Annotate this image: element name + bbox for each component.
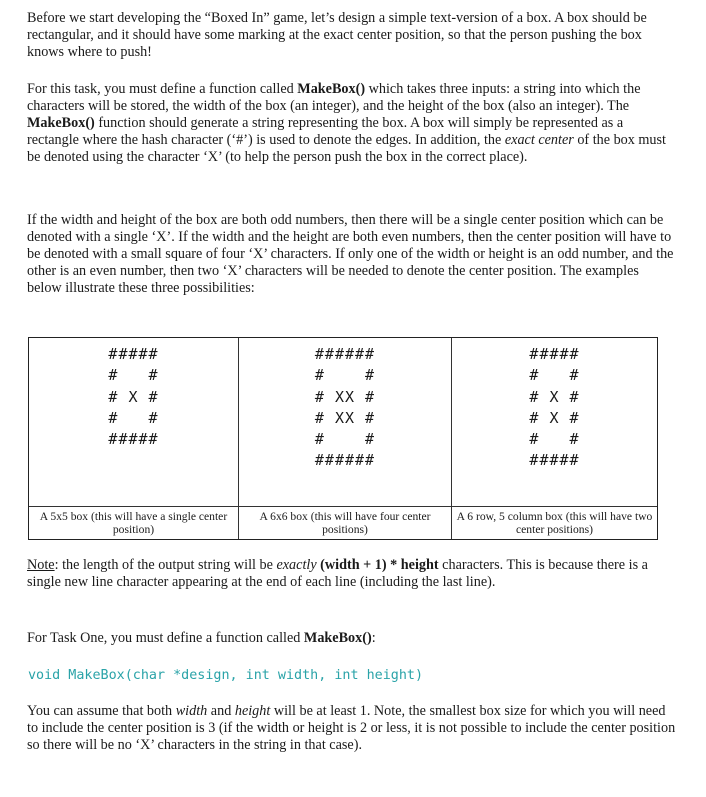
task-one-paragraph: For Task One, you must define a function called MakeBox(): (27, 630, 376, 646)
example-cell (239, 338, 452, 539)
odd-even-paragraph: If the width and height of the box are both odd numbers, then there will be a single center position which can be denoted with a single ‘X’. If the width and the height are both even numbers, then the center position will have to be denoted with a small square of four ‘X’ characters. If only one of the width or height is an odd number, and the other is an even number, then two ‘X’ characters will be needed to denote the center position. The examples below illustrate these three possibilities: (27, 212, 674, 296)
ascii-box-6x5: ##### # # # X # # X # # # ##### (529, 345, 580, 470)
examples-table (28, 337, 658, 540)
ascii-box-6x6: ###### # # # XX # # XX # # # ###### (314, 345, 376, 470)
intro-paragraph: Before we start developing the “Boxed In” game, let’s design a simple text-version of a box. A box should be rectangular, and it should have some marking at the exact center position, so that the person pushing the box knows where to push! (27, 10, 647, 60)
makebox-function-name: MakeBox() (297, 81, 366, 97)
task-paragraph: For this task, you must define a function called MakeBox() which takes three inputs: a string into which the characters will be stored, the width of the box (an integer), and the height of the box (also an integer). The MakeBox() function should generate a string representing the box. A box will simply be represented as a rectangle where the hash character (‘#’) is used to denote the edges. In addition, the exact center of the box must be denoted using the character ‘X’ (to help the person push the box in the correct place). (27, 81, 666, 165)
assumption-paragraph: You can assume that both width and height will be at least 1. Note, the smallest box size for which you will need to include the center position is 3 (if the width or height is 2 or less, it is not possible to include the center position so there will be no ‘X’ characters in the string in that case). (27, 703, 676, 753)
example-caption: A 5x5 box (this will have a single center position) (29, 506, 238, 539)
example-cell (452, 338, 657, 539)
ascii-box-5x5: ##### # # # X # # # ##### (108, 345, 159, 449)
example-caption: A 6x6 box (this will have four center positions) (239, 506, 451, 539)
exact-center-emphasis: exact center (504, 132, 574, 148)
makebox-function-name: MakeBox() (303, 630, 372, 646)
function-signature-code: void MakeBox(char *design, int width, int height) (28, 668, 424, 683)
note-paragraph: Note: the length of the output string will be exactly (width + 1) * height characters. This is because there is a single new line character appearing at the end of each line (including the last line). (27, 557, 648, 590)
makebox-function-name: MakeBox() (27, 115, 95, 131)
note-label: Note (27, 557, 55, 573)
example-caption: A 6 row, 5 column box (this will have two center positions) (452, 506, 657, 539)
example-cell (29, 338, 239, 539)
